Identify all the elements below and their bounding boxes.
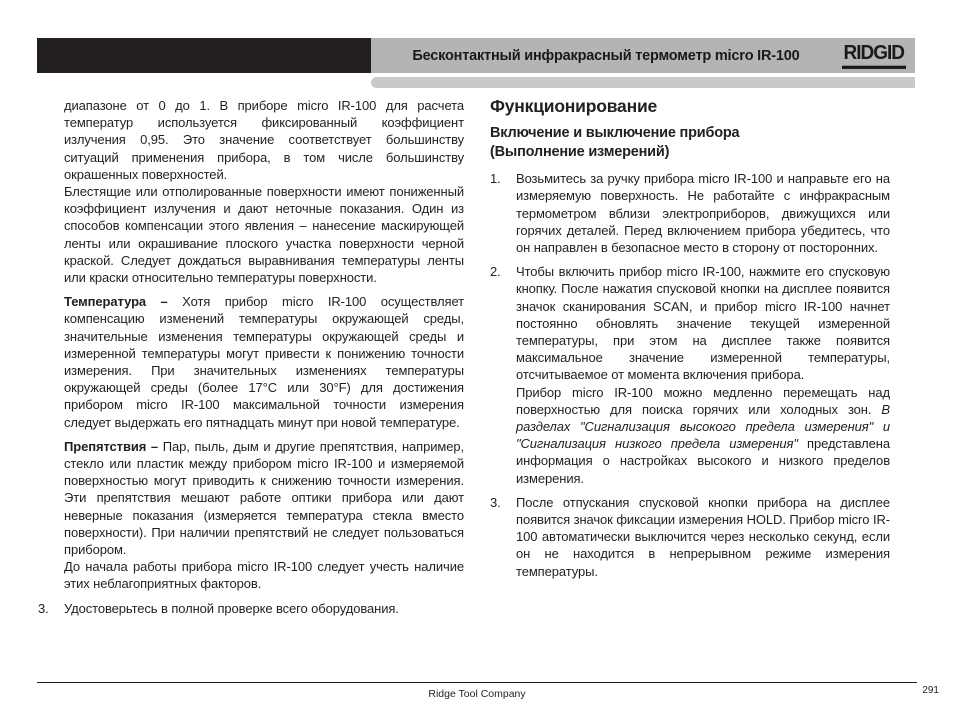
- list-item: [490, 494, 890, 580]
- section-heading: Функционирование: [490, 96, 658, 116]
- header-strip: [371, 77, 915, 88]
- text-run: До начала работы прибора micro IR-100 следует учесть наличие этих неблагоприятных факторов.: [64, 559, 464, 592]
- list-item-number: 3.: [490, 494, 501, 510]
- list-item: [490, 263, 890, 487]
- subsection-heading: Включение и выключение прибора (Выполнение измерений): [490, 125, 740, 161]
- page-number: 291: [922, 685, 939, 696]
- text-run: Пар, пыль, дым и другие препятствия, например, стекло или пластик между прибором micro IR-100 и измеряемой поверхностью могут приводить к снижению точности измерения. Эти препятствия мешают работе оптики прибора или дают неверные показания (измеряется температура стекла вместо поверхности). При наличии препятствий не следует пользоваться прибором.: [64, 438, 464, 558]
- paragraph: [64, 438, 464, 558]
- paragraph: [64, 183, 464, 286]
- text-run: Блестящие или отполированные поверхности имеют пониженный коэффициент излучения и дают неточные показания. Один из способов компенсации этого явления – нанесение маскирующей ленты или окрашивание плоского участка поверхности черной краской. Следует дождаться выравнивания температуры ленты или краски относительно температуры поверхности.: [64, 184, 464, 286]
- paragraph: [64, 293, 464, 431]
- page-title: Бесконтактный инфракрасный термометр micro IR-100: [412, 47, 800, 64]
- footer-divider: [37, 682, 917, 683]
- list-item-number: 3.: [38, 600, 49, 616]
- text-run: Температура –: [64, 294, 183, 310]
- text-run: Препятствия –: [64, 438, 163, 454]
- text-run: представлена информация о настройках высокого и низкого пределов измерения.: [516, 436, 891, 486]
- text-run: После отпускания спусковой кнопки прибора на дисплее появится значок фиксации измерения HOLD. Прибор micro IR-100 автоматически выключится через несколько секунд, если он не находится в непрерывном режиме измерения температуры.: [516, 494, 890, 579]
- text-run: диапазоне от 0 до 1. В приборе micro IR-100 для расчета температур используется фиксированный коэффициент излучения 0,95. Это значение соответствует большинству ситуаций применения прибора, в том числе большинству окрашенных поверхностей.: [64, 98, 464, 182]
- left-column: [38, 97, 464, 617]
- text-run: Прибор micro IR-100 можно медленно перемещать над поверхностью для поиска горячих или холодных зон.: [516, 384, 890, 417]
- paragraph: [64, 558, 464, 592]
- header-band: [371, 38, 915, 73]
- list-item: [490, 170, 890, 256]
- list-item-number: 1.: [490, 171, 501, 187]
- list-item: [38, 600, 464, 617]
- ridgid-logo: RIDGID: [842, 43, 907, 69]
- text-run: В разделах "Сигнализация высокого предела измерения" и "Сигнализация низкого предела измерения": [516, 401, 890, 452]
- header-black-bar: [37, 38, 371, 73]
- footer-company: Ridge Tool Company: [428, 688, 526, 700]
- list-item-number: 2.: [490, 264, 501, 280]
- paragraph: [64, 97, 464, 183]
- text-run: Чтобы включить прибор micro IR-100, нажмите его спусковую кнопку. После нажатия спусковой кнопки на дисплее появится значок сканирования SCAN, и прибор micro IR-100 начнет постоянно обновлять значение текущей измеренной температуры, при этом на дисплее также появится максимальное значение измеренной температуры, отсчитываемое от момента включения прибора.: [516, 264, 890, 383]
- text-run: Возьмитесь за ручку прибора micro IR-100 и направьте его на измеряемую поверхность. Не работайте с инфракрасным термометром вблизи электроприборов, движущихся или горячих деталей. Перед включением прибора убедитесь, что он направлен в безопасное место в сторону от посторонних.: [516, 171, 890, 255]
- right-column: [490, 96, 890, 580]
- text-run: Хотя прибор micro IR-100 осуществляет компенсацию изменений температуры окружающей среды, значительные изменения температуры окружающей среды и измеренной температуры могут привести к понижению точности измерения. При значительных изменениях температуры окружающей среды (более 17°C или 30°F) для достижения прибором micro IR-100 максимальной точности измерения следует выдержать его пятнадцать минут при новой температуре.: [64, 294, 464, 430]
- text-run: Удостоверьтесь в полной проверке всего оборудования.: [64, 600, 399, 616]
